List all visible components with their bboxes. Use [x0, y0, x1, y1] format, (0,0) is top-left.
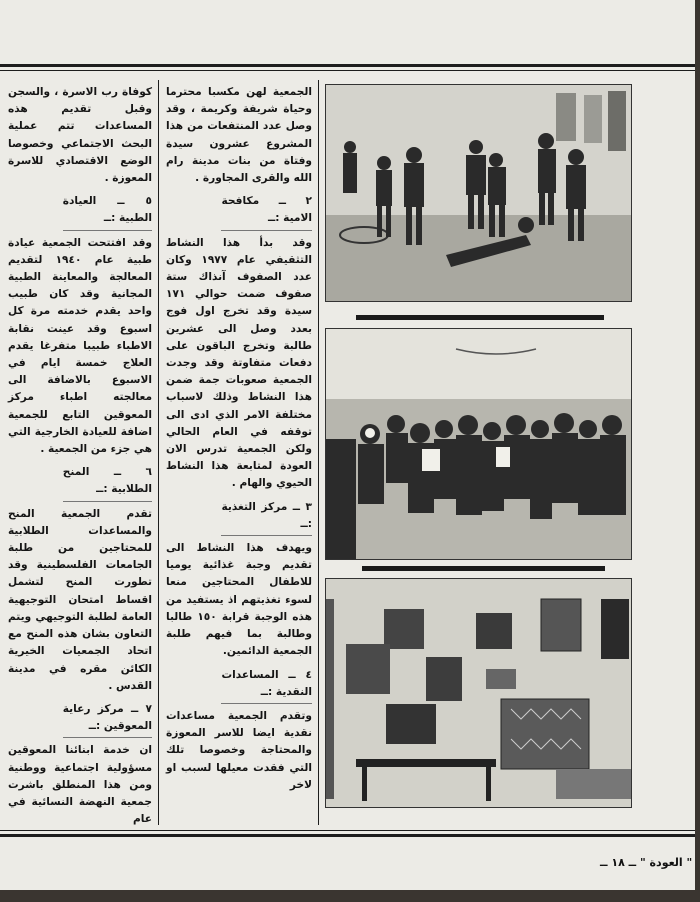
paragraph: وقد بدأ هذا النشاط التثقيفي عام ١٩٧٧ وكان عدد الصفوف آنذاك ستة صفوف ضمت حوالي ١٧١ سيدة وقد تخرج اول فوج بعدد وصل الى عشرين طالبة وتخرج الباقون على دفعات متفاوتة وقد وجدت الجمعية صعوبات جمة ضمن هذا النشاط وذلك لاسباب مختلفة الامر الذي ادى الى توقفه في العام الحالي ولكن الجمعية تدرس الان العودة لمتابعة هذا النشاط الحيوي والهام .: [166, 236, 312, 490]
page-number: ــ ١٨ ــ: [600, 856, 637, 869]
section-heading: ٣ ــ مركز التغذية :ــ: [221, 499, 312, 536]
top-rule: [0, 64, 695, 67]
women-seated-audience-photo: [325, 328, 632, 560]
handicrafts-exhibition-photo: [325, 578, 632, 808]
section-heading: ٤ ــ المساعدات النقدية :ــ: [221, 667, 312, 704]
paragraph: الجمعية لهن مكسبا محترما وحياة شريفة وكريمة ، وقد وصل عدد المنتفعات من هذا المشروع عشرون سيدة وفتاة من بنات مدينة رام الله والقرى المجاورة .: [166, 86, 312, 185]
photo-separator-bar: [362, 566, 605, 571]
section-heading: ٧ ــ مركز رعاية المعوقين :ــ: [63, 701, 152, 738]
column-divider-right: [158, 80, 159, 825]
magazine-name: " العودة ": [640, 856, 693, 869]
paragraph: ان خدمة ابنائنا المعوقين مسؤولية اجتماعية ووطنية ومن هذا المنطلق باشرت جمعية النهضة النسائية في عام: [8, 744, 152, 826]
children-exercising-photo: [325, 84, 632, 302]
paragraph: ويهدف هذا النشاط الى تقديم وجبة غذائية يوميا للاطفال المحتاجين منعا لسوء تغذيتهم اذ يستفيد من هذه الوجبة قرابة ١٥٠ طالبا وطالبة بما فيهم طلبة الجمعية الدائمين.: [166, 542, 312, 658]
bottom-rule-thick: [0, 834, 695, 837]
paragraph: كوفاة رب الاسرة ، والسجن وقبل تقديم هذه المساعدات تتم عملية البحث الاجتماعي وخصوصا الوضع الاقتصادي للاسرة المعوزة .: [8, 86, 152, 185]
article-column-right: [8, 84, 152, 832]
photo-separator-bar: [356, 315, 604, 320]
page-footer: [600, 856, 692, 869]
section-heading: ٢ ــ مكافحة الامية :ــ: [221, 193, 312, 230]
article-column-middle: [166, 84, 312, 798]
paragraph: تقدم الجمعية المنح والمساعدات الطلابية للمحتاجين من طلبة الجامعات الفلسطينية وقد تطورت المنح لتشمل اقساط امتحان التوجيهية العامة لطلبة التوجيهي ويتم التعاون بشان هذه المنح مع اتحاد الجمعيات الخيرية الكائن مقره في مدينة القدس .: [8, 507, 152, 692]
section-heading: ٥ ــ العيادة الطبية :ــ: [63, 193, 152, 230]
paragraph: وقد افتتحت الجمعية عيادة طبية عام ١٩٤٠ لتقديم المعالجة والمعاينة الطبية المجانية وقد كان طبيب واحد يقدم خدمته مرة كل اسبوع وقد عينت نقابة الاطباء طبيبا متفرغا يقدم العلاج خمسة ايام في الاسبوع بالاضافة الى معالجته اطباء مركز المعوقين التابع للجمعية اضافة للعيادة الخارجية التي هي جزء من الجمعية .: [8, 236, 152, 456]
column-divider-middle: [318, 80, 319, 825]
top-rule-thin: [0, 70, 695, 71]
section-heading: ٦ ــ المنح الطلابية :ــ: [63, 464, 152, 501]
paragraph: وتقدم الجمعية مساعدات نقدية ايضا للاسر المعوزة والمحتاجة وخصوصا تلك التي فقدت معيلها لسبب او لاخر: [166, 709, 312, 791]
